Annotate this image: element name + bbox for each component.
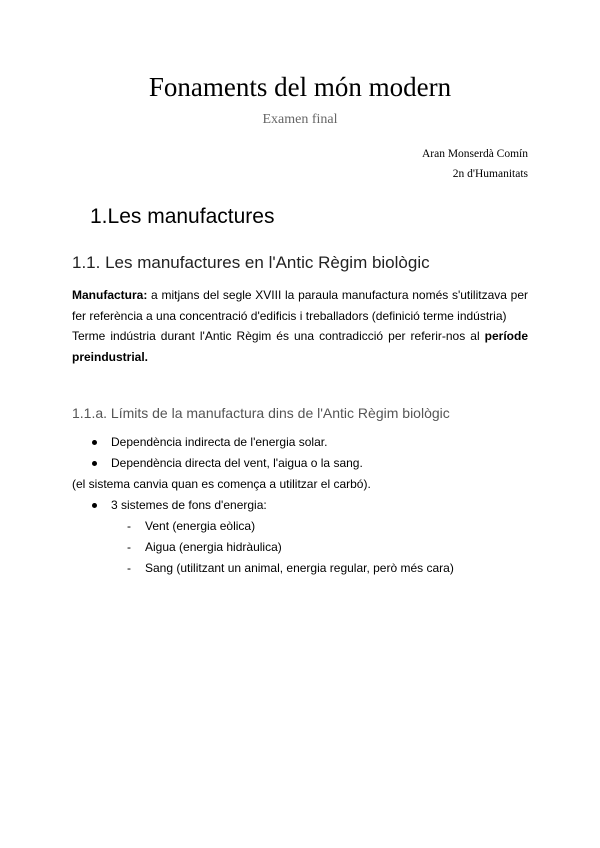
document-title: Fonaments del món modern [148,72,452,102]
paragraph-text: Terme indústria durant l'Antic Règim és una contradicció per referir-nos al [72,329,485,343]
sub-list-item-text: Aigua (energia hidràulica) [145,540,282,554]
term-bold-2: període preindustrial. [72,329,528,364]
list-item [92,456,363,470]
list-item [92,498,267,512]
term-bold: Manufactura: [72,288,148,302]
document-subtitle: Examen final [262,112,338,127]
heading-text: Les manufactures [107,205,275,228]
heading-3: 1.1.a. Límits de la manufactura dins de l'Antic Règim biològic [72,405,450,421]
bullet-icon [92,440,97,445]
list-item-text: Dependència indirecta de l'energia solar. [111,435,328,449]
sub-list-item [127,540,282,554]
sub-list-item-text: Vent (energia eòlica) [145,519,256,533]
sub-list-item [127,519,255,533]
paragraph [72,285,528,367]
sub-list-item-text: Sang (utilitzant un animal, energia regular, però més cara) [145,561,454,575]
heading-1 [90,205,274,229]
list-item-text: Dependència directa del vent, l'aigua o la sang. [111,456,363,470]
dash-icon: - [127,561,131,575]
heading-number: 1. [90,205,108,228]
dash-icon: - [127,540,131,554]
heading-2: 1.1. Les manufactures en l'Antic Règim biològic [72,253,430,272]
sub-list-item [127,561,454,575]
list-item [92,435,327,449]
definition-text: a mitjans del segle XVIII la paraula manufactura només s'utilitzava per fer referència a una concentració d'edificis i treballadors (definició terme indústria) [72,288,528,323]
bullet-icon [92,503,97,508]
note: (el sistema canvia quan es comença a utilitzar el carbó). [72,477,371,491]
author: Aran Monserdà Comín [421,148,528,160]
list-item-text: 3 sistemes de fons d'energia: [111,498,267,512]
course: 2n d'Humanitats [452,168,528,180]
dash-icon: - [127,519,131,533]
bullet-icon [92,461,97,466]
